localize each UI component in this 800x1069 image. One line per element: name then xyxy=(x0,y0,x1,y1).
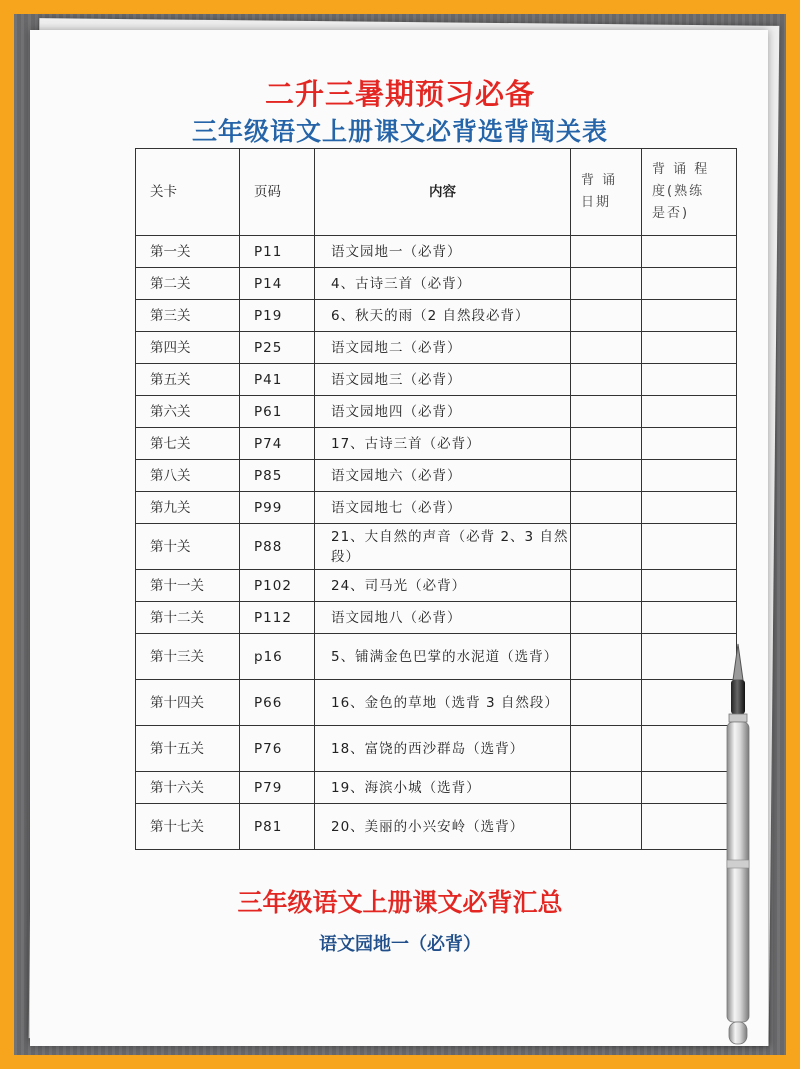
row-degree-cell[interactable] xyxy=(642,268,737,300)
row-content: 20、美丽的小兴安岭（选背） xyxy=(315,804,571,850)
row-content: 24、司马光（必背） xyxy=(315,570,571,602)
row-content: 语文园地三（必背） xyxy=(315,364,571,396)
row-page: P112 xyxy=(240,602,315,634)
row-level: 第十二关 xyxy=(136,602,240,634)
row-page: P14 xyxy=(240,268,315,300)
table-row xyxy=(136,332,737,364)
table-row xyxy=(136,524,737,570)
row-date-cell[interactable] xyxy=(571,570,642,602)
row-date-cell[interactable] xyxy=(571,460,642,492)
row-page: P41 xyxy=(240,364,315,396)
row-degree-cell[interactable] xyxy=(642,570,737,602)
table-row xyxy=(136,236,737,268)
header-page: 页码 xyxy=(240,149,315,236)
row-date-cell[interactable] xyxy=(571,634,642,680)
table-row xyxy=(136,772,737,804)
table-row xyxy=(136,570,737,602)
row-date-cell[interactable] xyxy=(571,492,642,524)
row-date-cell[interactable] xyxy=(571,772,642,804)
row-degree-cell[interactable] xyxy=(642,236,737,268)
row-page: P85 xyxy=(240,460,315,492)
row-content: 21、大自然的声音（必背 2、3 自然段） xyxy=(315,524,571,570)
row-degree-cell[interactable] xyxy=(642,332,737,364)
row-page: P25 xyxy=(240,332,315,364)
row-level: 第七关 xyxy=(136,428,240,460)
row-level: 第六关 xyxy=(136,396,240,428)
row-level: 第二关 xyxy=(136,268,240,300)
row-date-cell[interactable] xyxy=(571,726,642,772)
row-page: P102 xyxy=(240,570,315,602)
table-row xyxy=(136,460,737,492)
table-row xyxy=(136,300,737,332)
row-page: P74 xyxy=(240,428,315,460)
header-content: 内容 xyxy=(315,149,571,236)
row-level: 第十七关 xyxy=(136,804,240,850)
row-content: 语文园地二（必背） xyxy=(315,332,571,364)
row-content: 19、海滨小城（选背） xyxy=(315,772,571,804)
row-date-cell[interactable] xyxy=(571,428,642,460)
levels-table xyxy=(135,148,737,850)
row-level: 第十六关 xyxy=(136,772,240,804)
row-date-cell[interactable] xyxy=(571,602,642,634)
row-date-cell[interactable] xyxy=(571,364,642,396)
table-row xyxy=(136,428,737,460)
row-date-cell[interactable] xyxy=(571,804,642,850)
row-degree-cell[interactable] xyxy=(642,460,737,492)
row-date-cell[interactable] xyxy=(571,300,642,332)
header-degree-line2: 度(熟练 xyxy=(652,184,705,199)
header-degree xyxy=(642,149,737,236)
row-level: 第十五关 xyxy=(136,726,240,772)
table-row xyxy=(136,268,737,300)
header-degree-line3: 是否) xyxy=(652,206,690,221)
table-row xyxy=(136,492,737,524)
summary-subtitle: 语文园地一（必背） xyxy=(319,934,481,955)
row-page: P79 xyxy=(240,772,315,804)
header-level: 关卡 xyxy=(136,149,240,236)
row-level: 第五关 xyxy=(136,364,240,396)
table-row xyxy=(136,602,737,634)
row-content: 6、秋天的雨（2 自然段必背） xyxy=(315,300,571,332)
row-page: p16 xyxy=(240,634,315,680)
row-degree-cell[interactable] xyxy=(642,364,737,396)
table-row xyxy=(136,726,737,772)
row-level: 第一关 xyxy=(136,236,240,268)
row-level: 第九关 xyxy=(136,492,240,524)
row-page: P88 xyxy=(240,524,315,570)
row-degree-cell[interactable] xyxy=(642,428,737,460)
fountain-pen-icon xyxy=(716,640,760,1050)
row-content: 语文园地八（必背） xyxy=(315,602,571,634)
header-date-line1: 背 诵 xyxy=(581,173,618,188)
table-row xyxy=(136,634,737,680)
row-degree-cell[interactable] xyxy=(642,300,737,332)
row-date-cell[interactable] xyxy=(571,680,642,726)
row-date-cell[interactable] xyxy=(571,236,642,268)
row-degree-cell[interactable] xyxy=(642,396,737,428)
summary-title: 三年级语文上册课文必背汇总 xyxy=(237,888,563,917)
row-level: 第八关 xyxy=(136,460,240,492)
row-content: 语文园地四（必背） xyxy=(315,396,571,428)
row-date-cell[interactable] xyxy=(571,268,642,300)
row-degree-cell[interactable] xyxy=(642,492,737,524)
row-date-cell[interactable] xyxy=(571,396,642,428)
row-page: P19 xyxy=(240,300,315,332)
row-content: 17、古诗三首（必背） xyxy=(315,428,571,460)
row-page: P66 xyxy=(240,680,315,726)
table-row xyxy=(136,364,737,396)
row-content: 4、古诗三首（必背） xyxy=(315,268,571,300)
row-content: 语文园地七（必背） xyxy=(315,492,571,524)
header-date xyxy=(571,149,642,236)
row-level: 第十三关 xyxy=(136,634,240,680)
row-level: 第十关 xyxy=(136,524,240,570)
row-content: 18、富饶的西沙群岛（选背） xyxy=(315,726,571,772)
row-page: P61 xyxy=(240,396,315,428)
row-degree-cell[interactable] xyxy=(642,602,737,634)
row-content: 5、铺满金色巴掌的水泥道（选背） xyxy=(315,634,571,680)
row-level: 第十一关 xyxy=(136,570,240,602)
row-content: 语文园地一（必背） xyxy=(315,236,571,268)
row-content: 16、金色的草地（选背 3 自然段） xyxy=(315,680,571,726)
row-page: P81 xyxy=(240,804,315,850)
table-row xyxy=(136,804,737,850)
row-date-cell[interactable] xyxy=(571,524,642,570)
row-content: 语文园地六（必背） xyxy=(315,460,571,492)
row-level: 第三关 xyxy=(136,300,240,332)
row-degree-cell[interactable] xyxy=(642,524,737,570)
row-date-cell[interactable] xyxy=(571,332,642,364)
row-page: P76 xyxy=(240,726,315,772)
table-row xyxy=(136,396,737,428)
row-level: 第四关 xyxy=(136,332,240,364)
header-degree-line1: 背 诵 程 xyxy=(652,162,710,177)
sub-title: 三年级语文上册课文必背选背闯关表 xyxy=(191,117,608,146)
row-page: P11 xyxy=(240,236,315,268)
row-level: 第十四关 xyxy=(136,680,240,726)
header-date-line2: 日期 xyxy=(581,195,612,210)
row-page: P99 xyxy=(240,492,315,524)
table-row xyxy=(136,680,737,726)
main-title: 二升三暑期预习必备 xyxy=(264,77,535,111)
